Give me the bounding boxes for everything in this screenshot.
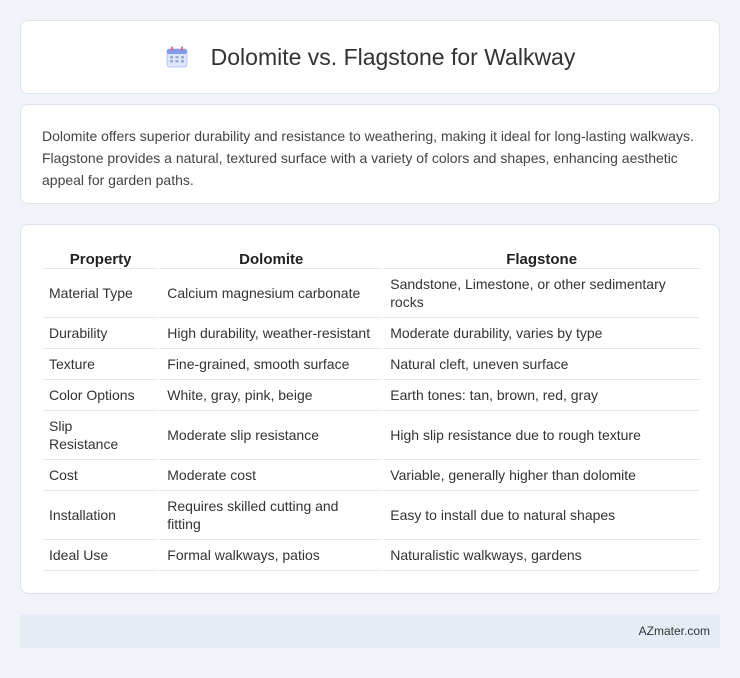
comparison-card	[20, 224, 720, 594]
table-cell: Color Options	[43, 380, 158, 411]
footer	[20, 614, 720, 648]
table-cell: Material Type	[43, 269, 158, 318]
table-cell: White, gray, pink, beige	[158, 380, 381, 411]
table-row	[43, 491, 699, 540]
intro-card	[20, 104, 720, 204]
title-card	[20, 20, 720, 94]
table-cell: Moderate cost	[158, 460, 381, 491]
table-cell: Easy to install due to natural shapes	[381, 491, 699, 540]
table-row	[43, 349, 699, 380]
table-cell: Moderate slip resistance	[158, 411, 381, 460]
column-header: Dolomite	[158, 245, 381, 269]
table-cell: Requires skilled cutting and fitting	[158, 491, 381, 540]
table-cell: Fine-grained, smooth surface	[158, 349, 381, 380]
table-cell: Moderate durability, varies by type	[381, 318, 699, 349]
table-row	[43, 411, 699, 460]
page-title: Dolomite vs. Flagstone for Walkway	[210, 43, 576, 70]
table-cell: Naturalistic walkways, gardens	[381, 540, 699, 571]
table-row	[43, 540, 699, 571]
table-header-row	[43, 245, 699, 269]
table-cell: Slip Resistance	[43, 411, 158, 460]
table-cell: High durability, weather-resistant	[158, 318, 381, 349]
table-cell: Cost	[43, 460, 158, 491]
table-row	[43, 269, 699, 318]
table-cell: Earth tones: tan, brown, red, gray	[381, 380, 699, 411]
column-header: Property	[43, 245, 158, 269]
table-cell: Sandstone, Limestone, or other sedimentary rocks	[381, 269, 699, 318]
table-cell: Calcium magnesium carbonate	[158, 269, 381, 318]
table-row	[43, 380, 699, 411]
table-row	[43, 318, 699, 349]
column-header: Flagstone	[381, 245, 699, 269]
table-cell: Natural cleft, uneven surface	[381, 349, 699, 380]
intro-paragraph: Dolomite offers superior durability and resistance to weathering, making it ideal for long-lasting walkways. Flagstone provides a natural, textured surface with a variety of colors and shapes, enhancing aesthetic appeal for garden paths.	[42, 128, 694, 188]
table-row	[43, 460, 699, 491]
table-cell: Installation	[43, 491, 158, 540]
table-cell: High slip resistance due to rough texture	[381, 411, 699, 460]
calendar-icon	[165, 45, 189, 69]
table-cell: Variable, generally higher than dolomite	[381, 460, 699, 491]
table-cell: Durability	[43, 318, 158, 349]
comparison-table	[43, 245, 699, 571]
table-cell: Ideal Use	[43, 540, 158, 571]
table-cell: Formal walkways, patios	[158, 540, 381, 571]
site-credit: AZmater.com	[638, 624, 710, 638]
table-cell: Texture	[43, 349, 158, 380]
